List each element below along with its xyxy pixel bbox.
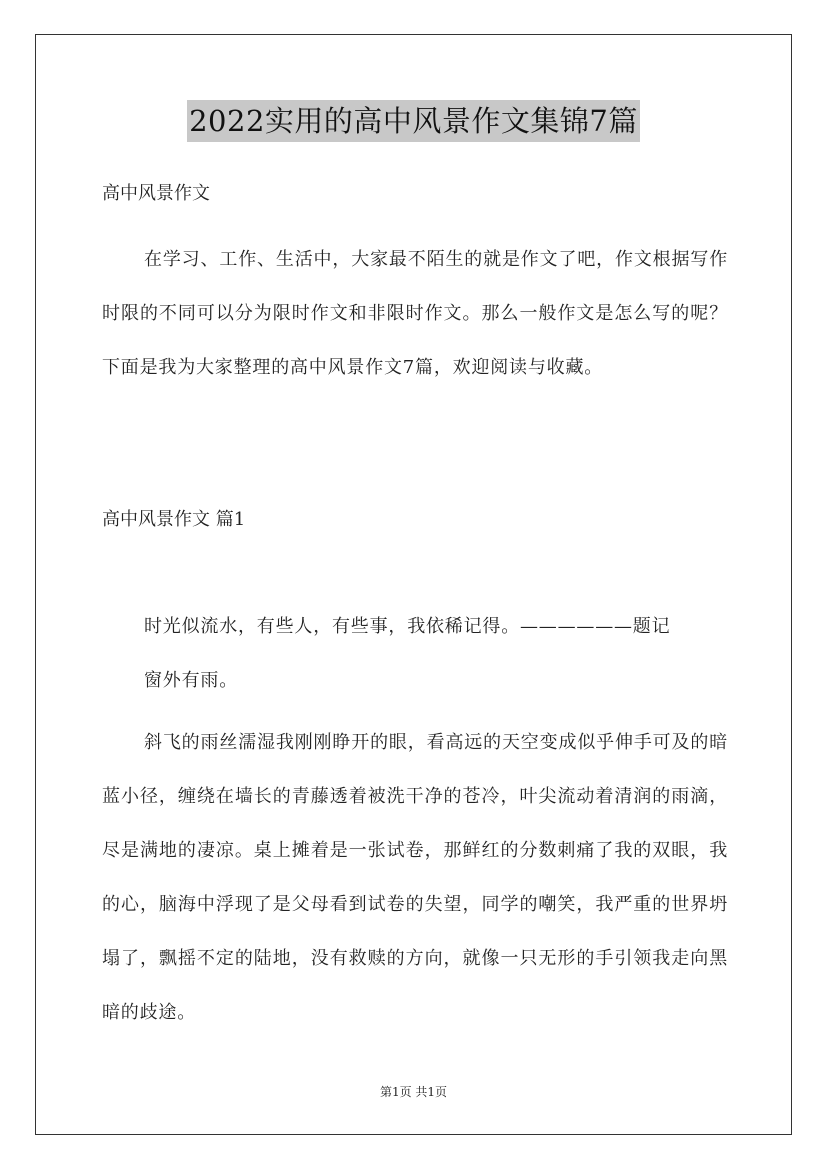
document-title: 2022实用的高中风景作文集锦7篇	[187, 100, 640, 142]
body-paragraph-main: 斜飞的雨丝濡湿我刚刚睁开的眼，看高远的天空变成似乎伸手可及的暗蓝小径，缠绕在墙长的青藤透着被洗干净的苍冷，叶尖流动着清润的雨滴，尽是满地的凄凉。桌上摊着是一张试卷，那鲜红的分数刺痛了我的双眼，我的心，脑海中浮现了是父母看到试卷的失望，同学的嘲笑，我严重的世界坍塌了，飘摇不定的陆地，没有救赎的方向，就像一只无形的手引领我走向黑暗的歧途。	[102, 732, 728, 1023]
epigraph-paragraph: 时光似流水，有些人，有些事，我依稀记得。——————题记	[144, 616, 671, 637]
section-heading: 高中风景作文	[102, 183, 210, 204]
page-number-footer: 第1页 共1页	[379, 1085, 448, 1099]
intro-paragraph: 在学习、工作、生活中，大家最不陌生的就是作文了吧，作文根据写作时限的不同可以分为限时作文和非限时作文。那么一般作文是怎么写的呢？下面是我为大家整理的高中风景作文7篇，欢迎阅读与收藏。	[102, 249, 728, 378]
body-paragraph-rain: 窗外有雨。	[144, 670, 238, 691]
title-container	[0, 100, 827, 142]
essay-heading: 高中风景作文 篇1	[102, 509, 246, 530]
